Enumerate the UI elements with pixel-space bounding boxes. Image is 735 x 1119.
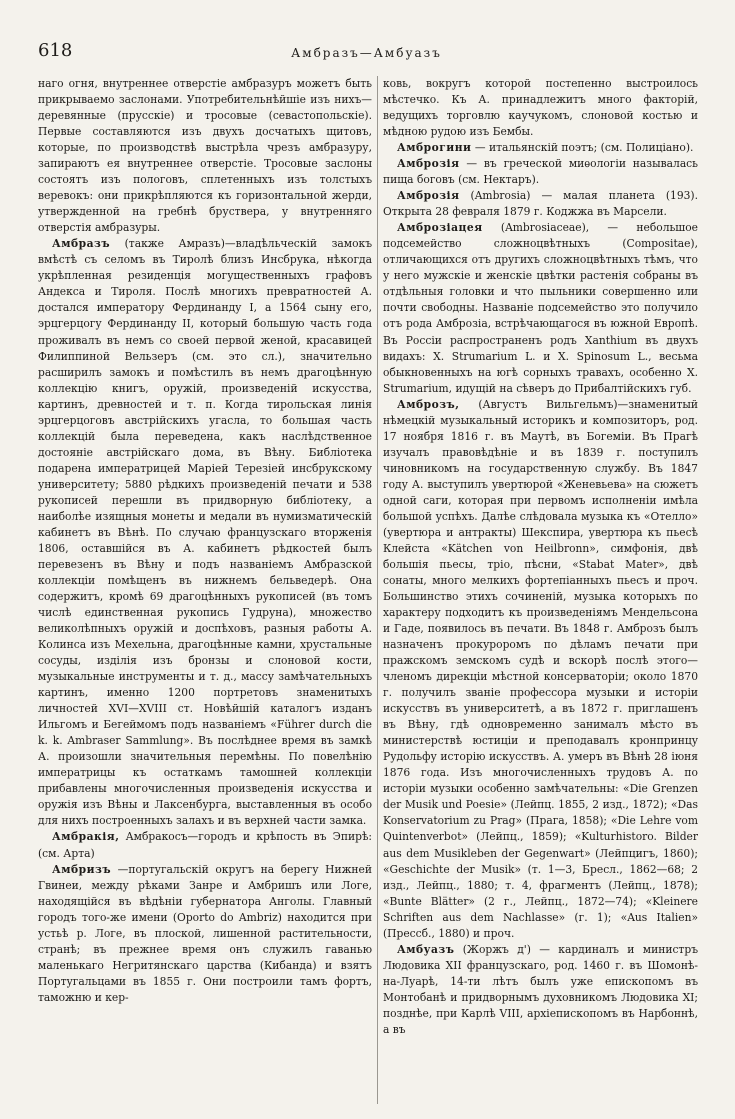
article-paragraph — [38, 236, 372, 829]
entry-headword: Амброзіацея — [397, 221, 483, 235]
entry-text: — въ греческой миѳологіи называлась пища боговъ (см. Нектаръ). — [383, 157, 698, 187]
entry-headword: Амброзія — [397, 189, 460, 203]
article-paragraph — [383, 942, 698, 1038]
article-paragraph — [383, 76, 698, 140]
article-paragraph — [383, 188, 698, 220]
entry-headword: Амбракія, — [52, 830, 120, 844]
entry-headword: Амброзъ, — [397, 397, 460, 411]
entry-text: Амбракосъ—городъ и крѣпость въ Эпирѣ: (см. Арта) — [38, 830, 372, 860]
entry-text: — итальянскій поэтъ; (см. Полиціано). — [474, 141, 694, 155]
page-number: 618 — [38, 40, 73, 61]
entry-text: (Ambrosia) — малая планета (193). Открыта 28 февраля 1879 г. Коджжа въ Марсели. — [383, 189, 698, 219]
entry-text: (Жоржъ д') — кардиналъ и министръ Людовика XII французскаго, род. 1460 г. въ Шомонѣ-на-Луарѣ, 14-ти лѣтъ былъ уже епископомъ въ Монтобанѣ и придворнымъ духовникомъ Людовика XI; позднѣе, при Карлѣ VIII, архіепископомъ въ Нарбоннѣ, а въ — [383, 942, 698, 1036]
right-column — [383, 76, 698, 1104]
article-paragraph — [383, 397, 698, 942]
entry-headword: Амбразъ — [52, 237, 111, 251]
article-paragraph — [383, 156, 698, 188]
entry-headword: Амброгини — [397, 141, 472, 155]
entry-headword: Амбуазъ — [397, 942, 455, 956]
entry-text: наго огня, внутреннее отверстіе амбразуръ можетъ быть прикрываемо заслонами. Употребительнѣйшіе изъ нихъ—деревянные (прусскіе) и тросовые (севастопольскіе). Первые составляются изъ двухъ досчатыхъ щитовъ, которые, по производствѣ выстрѣла чрезъ амбразуру, запираютъ ея внутреннее отверстіе. Тросовые заслоны состоятъ изъ пологовъ, сплетенныхъ изъ толстыхъ веревокъ: они прикрѣпляются къ горизонтальной жерди, утвержденной на гребнѣ бруствера, у внутренняго отверстія амбразуры. — [38, 77, 372, 235]
running-head: Амбразъ—Амбуазъ — [291, 46, 442, 60]
left-column — [38, 76, 372, 1104]
entry-headword: Амброзія — [397, 157, 460, 171]
article-paragraph — [383, 220, 698, 396]
article-paragraph — [38, 76, 372, 236]
entry-text: ковь, вокругъ которой постепенно выстроилось мѣстечко. Къ А. принадлежитъ много факторій, ведущихъ торговлю каучукомъ, слоновой костью и мѣдною рудою изъ Бембы. — [383, 77, 698, 139]
column-divider — [377, 76, 378, 1104]
entry-text: (Августъ Вильгельмъ)—знаменитый нѣмецкій музыкальный историкъ и композиторъ, род. 17 ноября 1816 г. въ Маутѣ, въ Богеміи. Въ Прагѣ изучалъ правовѣдѣніе и въ 1839 г. поступилъ чиновникомъ на государственную службу. Въ 1847 году А. выступилъ увертюрой «Женевьева» на сюжетъ одной саги, которая при первомъ исполненіи имѣла большой успѣхъ. Далѣе слѣдовала музыка къ «Отелло» (увертюра и антракты) Шекспира, увертюра къ пьесѣ Клейста «Kätchen von Heilbronn», симфонія, двѣ большія пьесы, тріо, пѣсни, «Stabat Mater», двѣ сонаты, много мелкихъ фортепіанныхъ пьесъ и проч. Большинство этихъ сочиненій, музыка которыхъ по характеру подходитъ къ произведеніямъ Мендельсона и Гаде, появилось въ печати. Въ 1848 г. Амброзъ былъ назначенъ прокуроромъ по дѣламъ печати при пражскомъ земскомъ судѣ и вскорѣ послѣ этого—членомъ дирекціи мѣстной консерваторіи; около 1870 г. получилъ званіе профессора музыки и исторіи искусствъ въ университетѣ, а въ 1872 г. приглашенъ въ Вѣну, гдѣ одновременно занималъ мѣсто въ министерствѣ юстиціи и преподавалъ кронпринцу Рудольфу исторію искусствъ. А. умеръ въ Вѣнѣ 28 іюня 1876 года. Изъ многочисленныхъ трудовъ А. по исторіи музыки особенно замѣчательны: «Die Grenzen der Musik und Poesie» (Лейпц. 1855, 2 изд., 1872); «Das Konservatorium zu Prag» (Прага, 1858); «Die Lehre vom Quintenverbot» (Лейпц., 1859); «Kulturhistoro. Bilder aus dem Musikleben der Gegenwart» (Лейпцигъ, 1860); «Geschichte der Musik» (т. 1—3, Бресл., 1862—68; 2 изд., Лейпц., 1880; т. 4, фрагментъ (Лейпц., 1878); «Bunte Blätter» (2 г., Лейпц., 1872—74); «Kleinere Schriften aus dem Nachlasse» (г. 1); «Aus Italien» (Прессб., 1880) и проч. — [383, 397, 698, 940]
article-paragraph — [38, 829, 372, 861]
article-paragraph — [38, 862, 372, 1006]
entry-headword: Амбризъ — [52, 862, 112, 876]
entry-text: (также Амразъ)—владѣльческій замокъ вмѣстѣ съ селомъ въ Тиролѣ близъ Инсбрука, нѣкогда укрѣпленная резиденція могущественныхъ графовъ Андекса и Тироля. Послѣ многихъ превратностей А. достался императору Фердинанду I, а 1564 сыну его, эрцгерцогу Фердинанду II, который большую часть года проживалъ въ немъ со своей первой женой, красавицей Филиппиной Вельзеръ (см. это сл.), значительно расширилъ замокъ и помѣстилъ въ немъ драгоцѣнную коллекцію книгъ, оружій, произведеній искусства, картинъ, древностей и т. п. Когда тирольская линія эрцгерцоговъ австрійскихъ угасла, то большая часть коллекцій была переведена, какъ наслѣдственное достояніе австрійскаго дома, въ Вѣну. Библіотека подарена императрицей Маріей Терезіей инсбрукскому университету; 5880 рѣдкихъ произведеній печати и 538 рукописей перешли въ придворную библіотеку, а наиболѣе изящныя монеты и медали въ нумизматическій кабинетъ въ Вѣнѣ. По случаю французскаго вторженія 1806, оставшійся въ А. кабинетъ рѣдкостей былъ перевезенъ въ Вѣну и подъ названіемъ Амбразской коллекціи помѣщенъ въ нижнемъ бельведерѣ. Она содержитъ, кромѣ 69 драгоцѣнныхъ рукописей (въ томъ числѣ единственная рукопись Гудруна), множество великолѣпныхъ оружій и доспѣховъ, разныя работы А. Колинса изъ Мехельна, драгоцѣнные камни, хрустальные сосуды, изділія изъ бронзы и слоновой кости, музыкальные инструменты и т. д., массу замѣчательныхъ картинъ, именно 1200 портретовъ знаменитыхъ личностей XVI—XVIII ст. Новѣйшій каталогъ изданъ Ильгомъ и Бегеймомъ подъ названіемъ «Führer durch die k. k. Ambraser Sammlung». Въ послѣднее время въ замкѣ А. произошли значительныя перемѣны. По повелѣнію императрицы къ остаткамъ тамошней коллекціи прибавлены многочисленныя произведенія искусства и оружія изъ Вѣны и Лаксенбурга, выставленныя въ особо для нихъ построенныхъ залахъ и въ верхней части замка. — [38, 237, 372, 828]
page-header — [38, 40, 695, 70]
entry-text: —португальскій округъ на берегу Нижней Гвинеи, между рѣками Занре и Амбришъ или Логе, находящійся въ вѣдѣніи губернатора Анголы. Главный городъ того-же имени (Oporto do Ambriz) находится при устьѣ р. Логе, въ плоской, лишенной растительности, странѣ; въ прежнее время онъ служилъ гаванью маленькаго Негритянскаго царства (Кибанда) и взятъ Португальцами въ 1855 г. Они построили тамъ фортъ, таможню и кер- — [38, 862, 372, 1004]
article-paragraph — [383, 140, 698, 156]
entry-text: (Ambrosiaceae), — небольшое подсемейство сложноцвѣтныхъ (Compositae), отличающихся отъ другихъ сложноцвѣтныхъ тѣмъ, что у него мужскіе и женскіе цвѣтки растенія собраны въ отдѣльныя головки и что пыльники совершенно или почти свободны. Названіе подсемейство это получило отъ рода Амброзіа, встрѣчающагося въ южной Европѣ. Въ Россіи распространенъ родъ Xanthium въ двухъ видахъ: X. Strumarium L. и X. Spinosum L., весьма обыкновенныхъ на югѣ сорныхъ травахъ, особенно X. Strumarium, идущій на сѣверъ до Прибалтійскихъ губ. — [383, 221, 698, 395]
